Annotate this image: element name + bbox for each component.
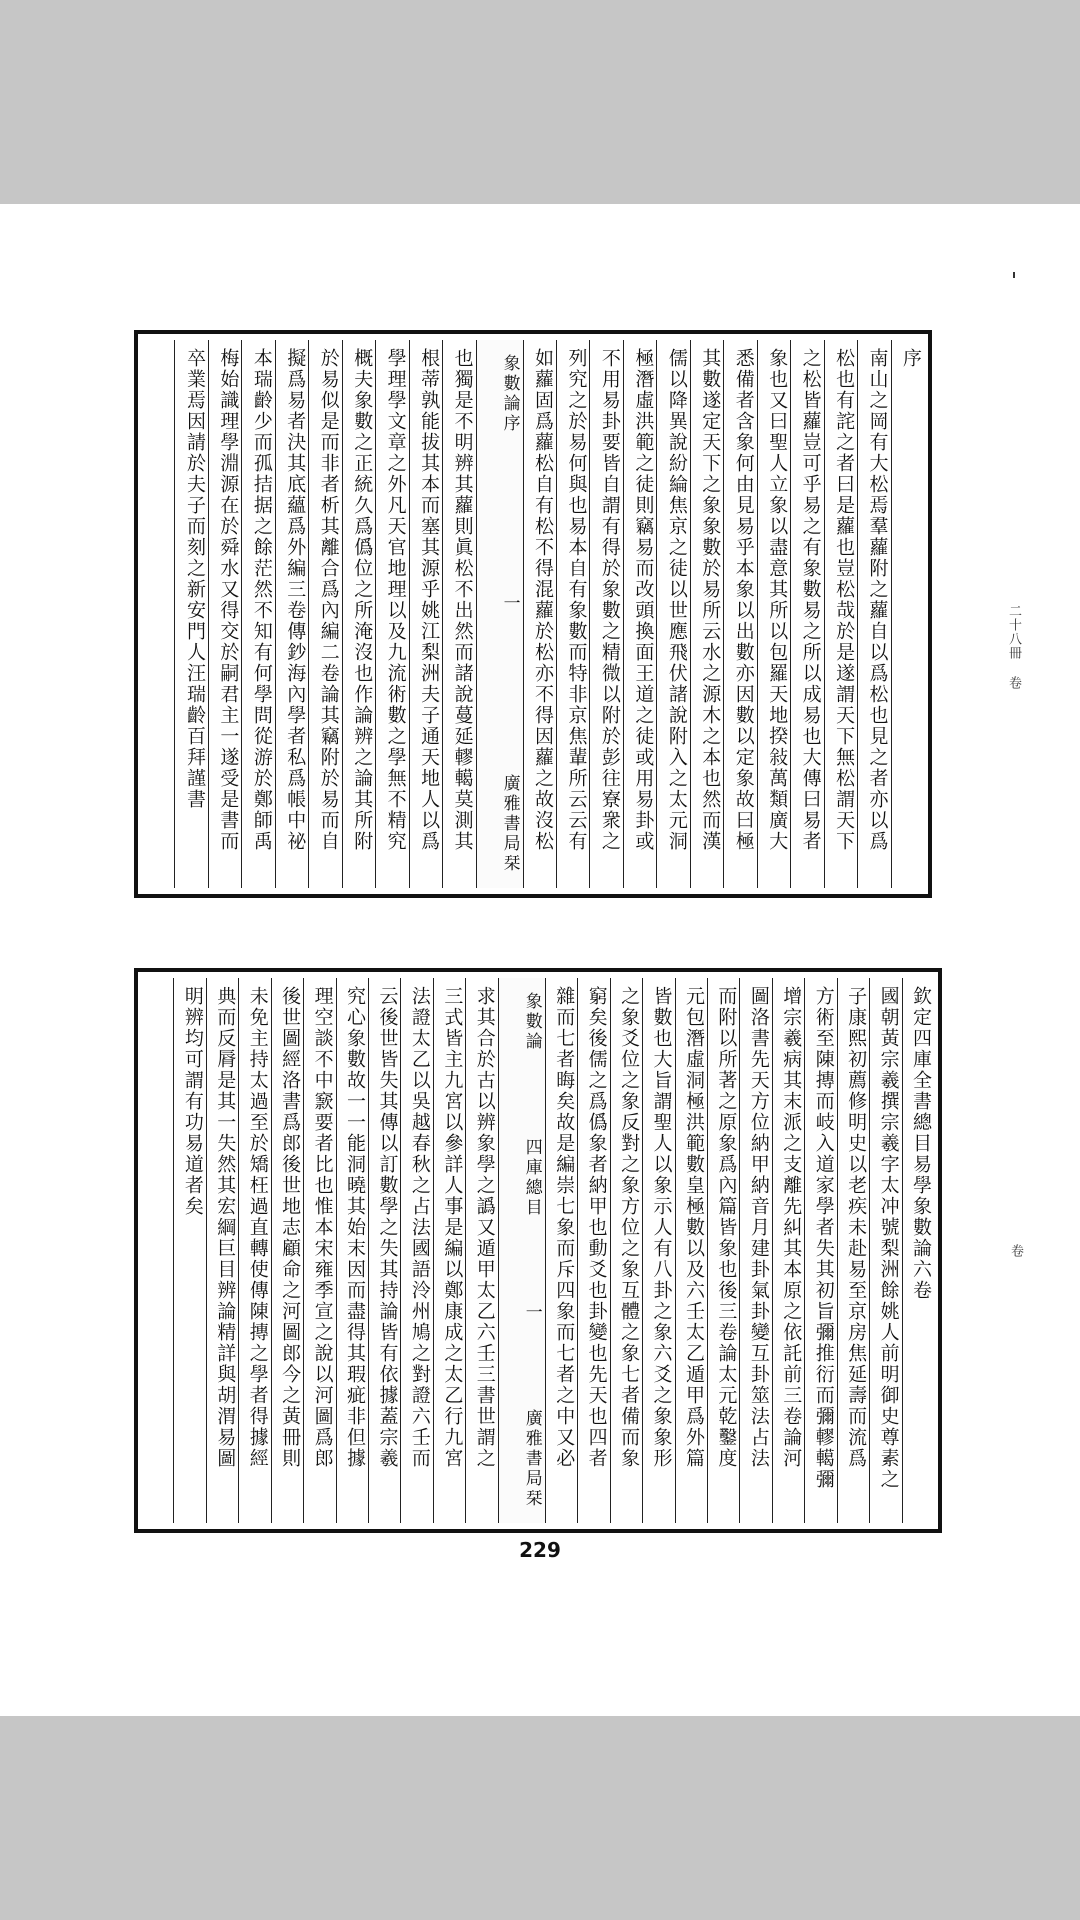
text-column: 之松皆蘿豈可乎易之有象數易之所以成易也大傳曰易者	[790, 340, 823, 888]
text-column: 其數遂定天下之象象數於易所云水之源木之本也然而漢	[690, 340, 723, 888]
divider-mark: 廣雅書局栞	[499, 774, 520, 874]
margin-note-lower: 卷	[1008, 1244, 1023, 1258]
text-column: 究心象數故一一能洞曉其始末因而盡得其瑕疵非但據	[336, 978, 368, 1523]
text-column: 圖洛書先天方位納甲納音月建卦氣卦變互卦筮法占法	[739, 978, 771, 1523]
text-column: 之象爻位之象反對之象方位之象互體之象七者備而象	[610, 978, 642, 1523]
text-column	[142, 978, 173, 1523]
fold-divider	[498, 978, 545, 1523]
text-column: 未免主持太過至於矯枉過直轉使傳陳摶之學者得據經	[238, 978, 270, 1523]
text-column: 儒以降異說紛綸焦京之徒以世應飛伏諸說附入之太元洞	[656, 340, 689, 888]
text-column: 明辨均可謂有功易道者矣	[173, 978, 205, 1523]
text-column: 國朝黃宗羲撰宗羲字太冲號梨洲餘姚人前明御史尊素之	[869, 978, 901, 1523]
text-column: 於易似是而非者析其離合爲內編二卷論其竊附於易而自	[308, 340, 341, 888]
divider-subtitle: 四庫總目	[521, 1137, 542, 1218]
text-column: 松也有詫之者曰是蘿也豈松哉於是遂謂天下無松謂天下	[824, 340, 857, 888]
text-column: 卒業焉因請於夫子而刻之新安門人汪瑞齡百拜謹書	[174, 340, 207, 888]
bottom-columns	[142, 978, 934, 1523]
text-column: 子康熙初薦修明史以老疾未赴易至京房焦延壽而流爲	[837, 978, 869, 1523]
fold-divider	[476, 340, 523, 888]
text-column: 云後世皆失其傳以訂數學之失其持論皆有依據蓋宗羲	[368, 978, 400, 1523]
text-column: 擬爲易者決其底蘊爲外編三卷傳鈔海內學者私爲帳中祕	[275, 340, 308, 888]
text-column: 學理學文章之外凡天官地理以及九流術數之學無不精究	[375, 340, 408, 888]
divider-page: 一	[521, 1303, 542, 1324]
page-number: 229	[519, 1538, 561, 1562]
top-text-block	[134, 330, 932, 898]
text-column: 列究之於易何與也易本自有象數而特非京焦輩所云云有	[556, 340, 589, 888]
text-column: 法證太乙以吳越春秋之占法國語泠州鳩之對證六壬而	[400, 978, 432, 1523]
text-column: 悉備者含象何由見易乎本象以出數亦因數以定象故曰極	[723, 340, 756, 888]
text-column: 增宗羲病其末派之支離先糾其本原之依託前三卷論河	[772, 978, 804, 1523]
text-column: 不用易卦要皆自謂有得於象數之精微以附於彭往寮衆之	[589, 340, 622, 888]
text-column: 概夫象數之正統久爲僞位之所淹沒也作論辨之論其所附	[342, 340, 375, 888]
text-column: 也獨是不明辨其蘿則眞松不出然而諸說蔓延轇轕莫測其	[442, 340, 475, 888]
text-column: 後世圖經洛書爲郎後世地志顧命之河圖郎今之黃冊則	[271, 978, 303, 1523]
divider-page: 一	[499, 594, 520, 614]
text-column: 三式皆主九宮以參詳人事是編以鄭康成之太乙行九宮	[433, 978, 465, 1523]
text-column	[142, 340, 174, 888]
text-column: 象也又曰聖人立象以盡意其所以包羅天地揆敍萬類廣大	[757, 340, 790, 888]
text-column: 欽定四庫全書總目易學象數論六卷	[902, 978, 934, 1523]
divider-title: 象數論序	[499, 354, 520, 434]
text-column: 如蘿固爲蘿松自有松不得混蘿於松亦不得因蘿之故沒松	[523, 340, 556, 888]
text-column: 極潛虛洪範之徒則竊易而改頭換面王道之徒或用易卦或	[623, 340, 656, 888]
margin-note-upper: 二十八冊 卷	[1006, 604, 1021, 690]
text-column: 而附以所著之原象爲內篇皆象也後三卷論太元乾鑿度	[707, 978, 739, 1523]
text-column: 方術至陳摶而岐入道家學者失其初旨彌推衍而彌轇轕彌	[804, 978, 836, 1523]
scan-mark	[1013, 272, 1015, 278]
text-column: 雜而七者晦矣故是編崇七象而斥四象而七者之中又必	[545, 978, 577, 1523]
text-column: 求其合於古以辨象學之譌又遁甲太乙六壬三書世謂之	[465, 978, 497, 1523]
text-column: 典而反脣是其一失然其宏綱巨目辨論精詳與胡渭易圖	[206, 978, 238, 1523]
divider-title: 象數論	[521, 992, 542, 1052]
top-columns	[142, 340, 924, 888]
text-column: 窮矣後儒之爲僞象者納甲也動爻也卦變也先天也四者	[577, 978, 609, 1523]
text-column: 根蒂孰能拔其本而塞其源乎姚江梨洲夫子通天地人以爲	[409, 340, 442, 888]
bottom-text-block	[134, 968, 942, 1533]
text-column: 理空談不中窾要者比也惟本宋雍季宣之說以河圖爲郎	[303, 978, 335, 1523]
text-column: 皆數也大旨謂聖人以象示人有八卦之象六爻之象象形	[642, 978, 674, 1523]
text-column: 本瑞齡少而孤拮据之餘茫然不知有何學問從游於鄭師禹	[241, 340, 274, 888]
text-column: 梅始識理學淵源在於舜水又得交於嗣君主一遂受是書而	[208, 340, 241, 888]
text-column: 序	[891, 340, 924, 888]
text-column: 南山之岡有大松焉羣蘿附之蘿自以爲松也見之者亦以爲	[857, 340, 890, 888]
text-column: 元包潛虛洞極洪範數皇極數以及六壬太乙遁甲爲外篇	[675, 978, 707, 1523]
divider-mark: 廣雅書局栞	[521, 1408, 542, 1509]
scanned-page	[0, 204, 1080, 1716]
